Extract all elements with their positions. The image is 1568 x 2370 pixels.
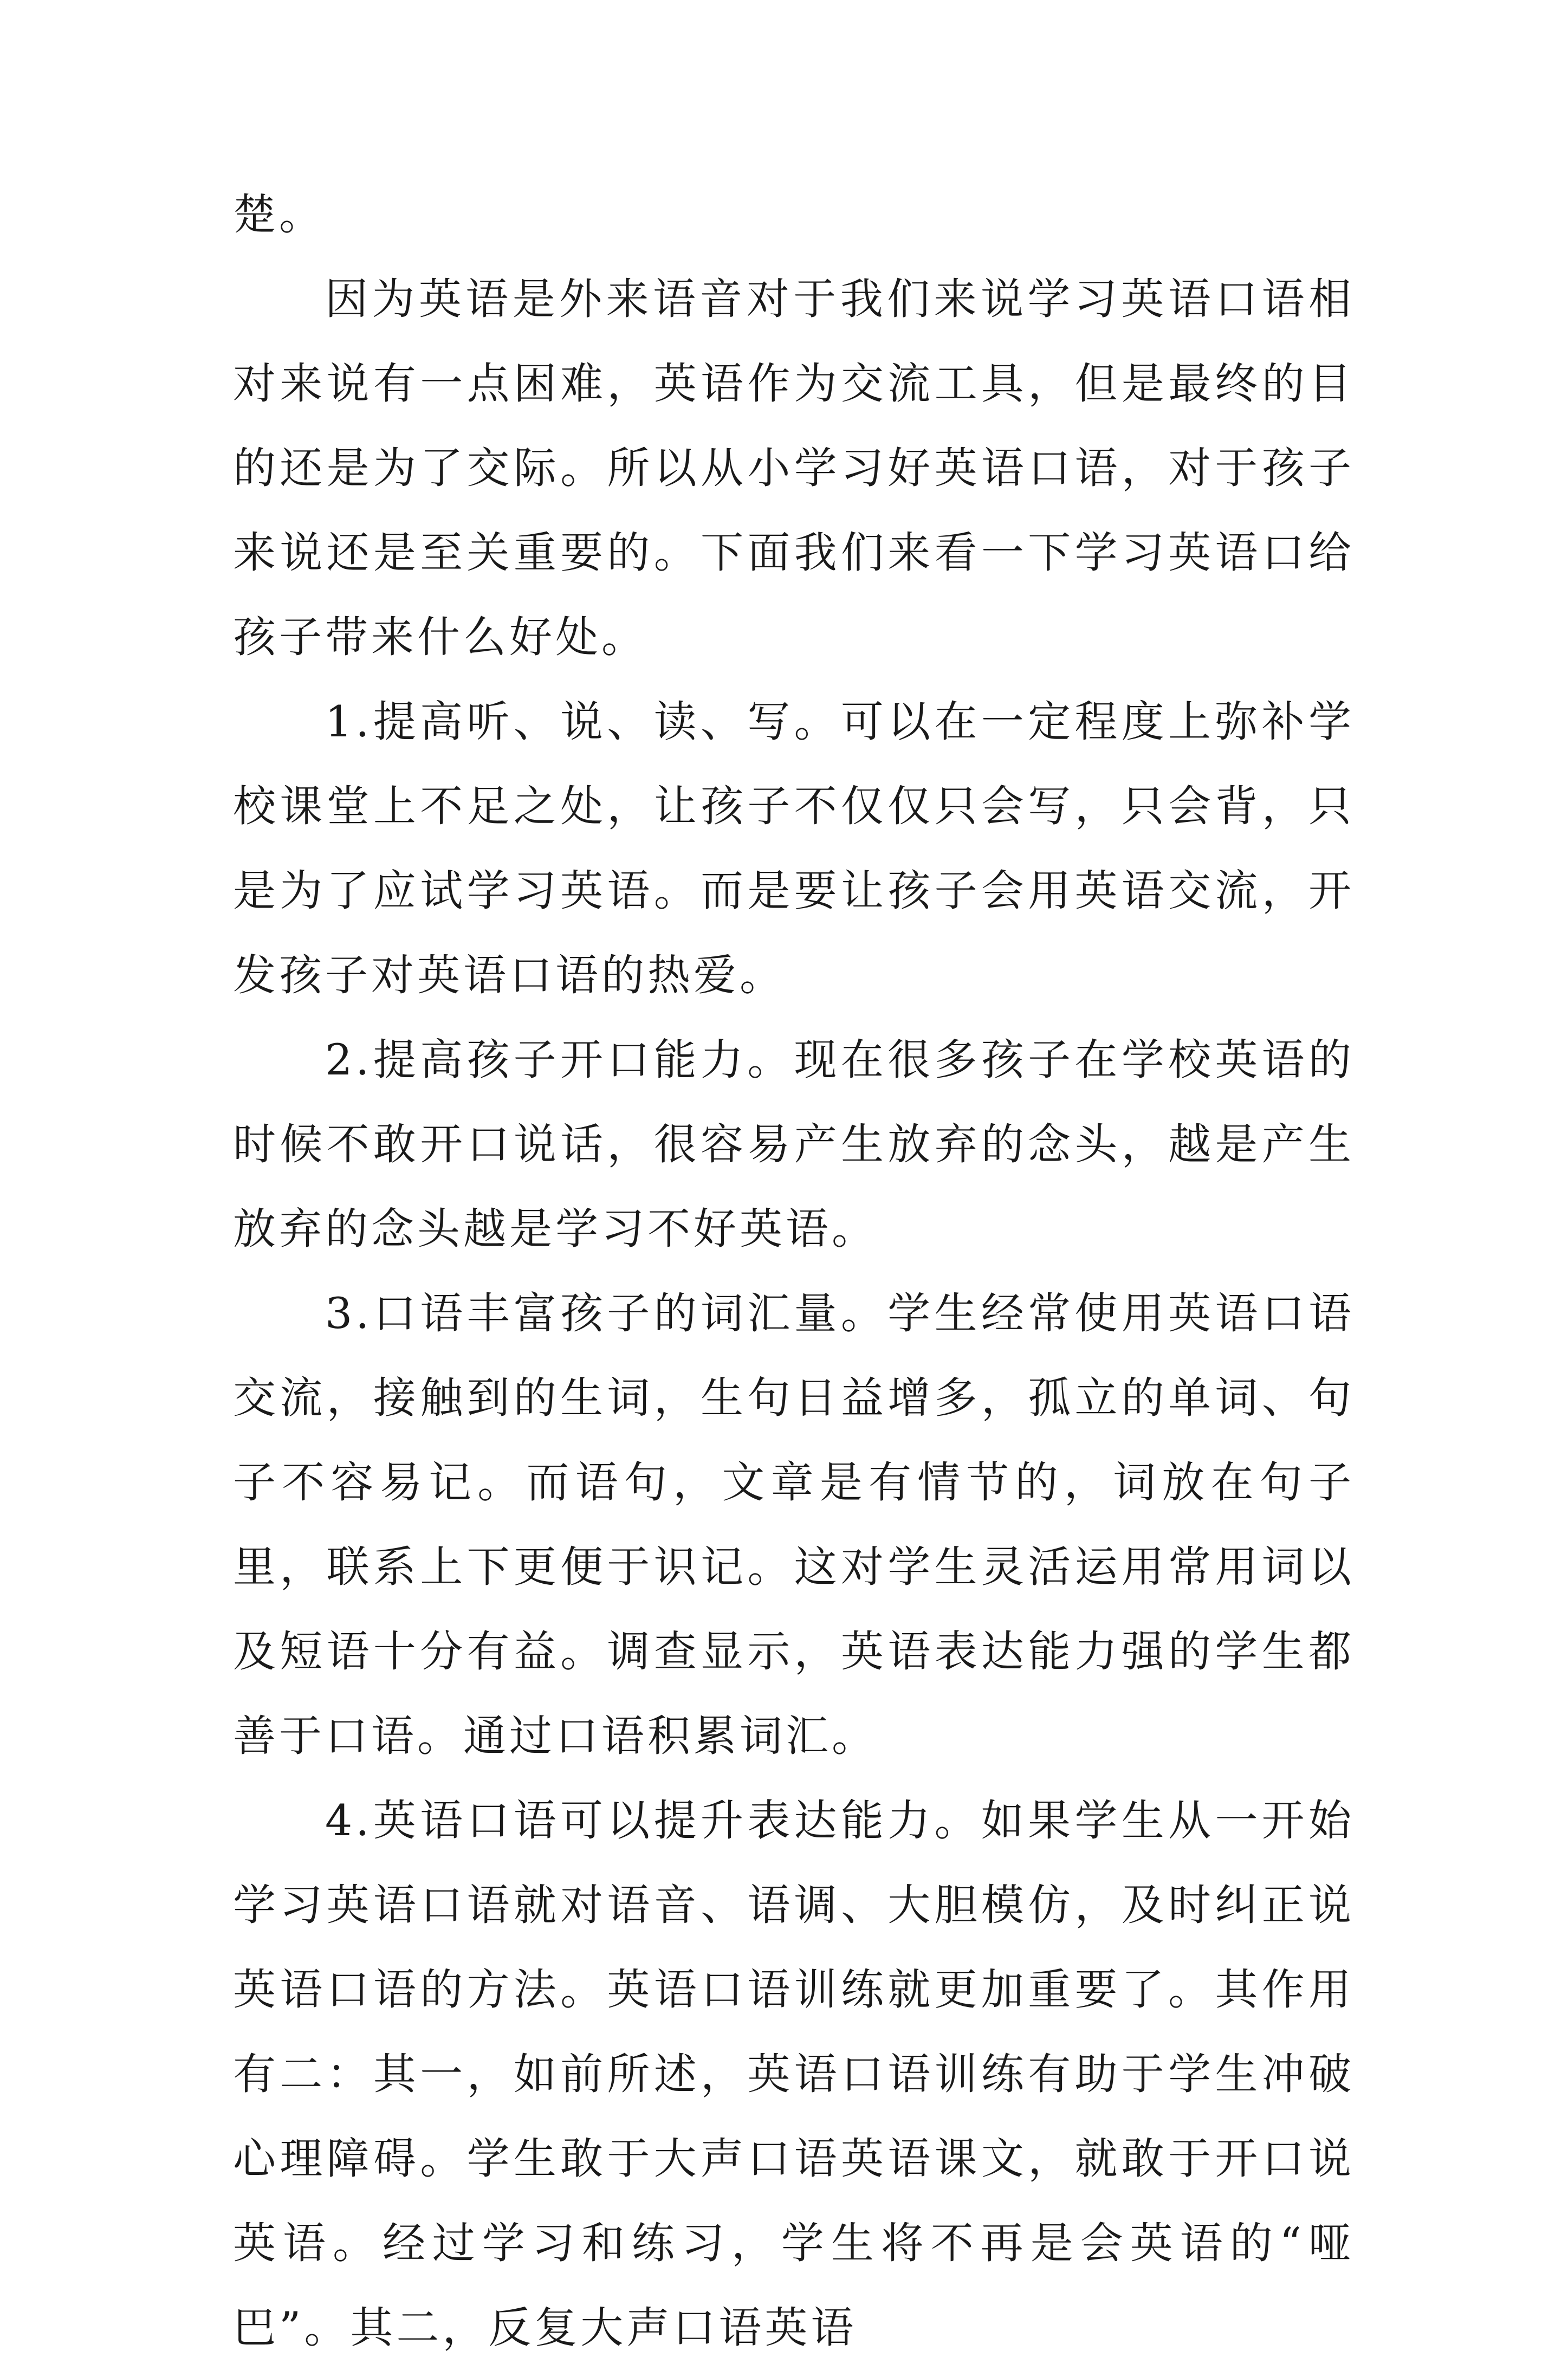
paragraph-continuation: 楚。 (233, 190, 325, 239)
paragraph-point-3: 3.口语丰富孩子的词汇量。学生经常使用英语口语交流，接触到的生词，生句日益增多，孤立的单词、句子不容易记。而语句，文章是有情节的，词放在句子里，联系上下更便于识记。这对学生灵活运用常用词以及短语十分有益。调查显示，英语表达能力强的学生都善于口语。通过口语积累词汇。 (233, 1288, 1355, 1761)
paragraph-intro: 因为英语是外来语音对于我们来说学习英语口语相对来说有一点困难，英语作为交流工具，但是最终的目的还是为了交际。所以从小学习好英语口语，对于孩子来说还是至关重要的。下面我们来看一下学习英语口给孩子带来什么好处。 (233, 274, 1355, 662)
document-body (233, 172, 1355, 2370)
paragraph-point-2: 2.提高孩子开口能力。现在很多孩子在学校英语的时候不敢开口说话，很容易产生放弃的念头，越是产生放弃的念头越是学习不好英语。 (233, 1035, 1355, 1254)
paragraph-point-1: 1.提高听、说、读、写。可以在一定程度上弥补学校课堂上不足之处，让孩子不仅仅只会写，只会背，只是为了应试学习英语。而是要让孩子会用英语交流，开发孩子对英语口语的热爱。 (233, 697, 1355, 1000)
paragraph-point-4: 4.英语口语可以提升表达能力。如果学生从一开始学习英语口语就对语音、语调、大胆模仿，及时纠正说英语口语的方法。英语口语训练就更加重要了。其作用有二：其一，如前所述，英语口语训练有助于学生冲破心理障碍。学生敢于大声口语英语课文，就敢于开口说英语。经过学习和练习，学生将不再是会英语的“哑巴”。其二，反复大声口语英语 (233, 1796, 1355, 2353)
